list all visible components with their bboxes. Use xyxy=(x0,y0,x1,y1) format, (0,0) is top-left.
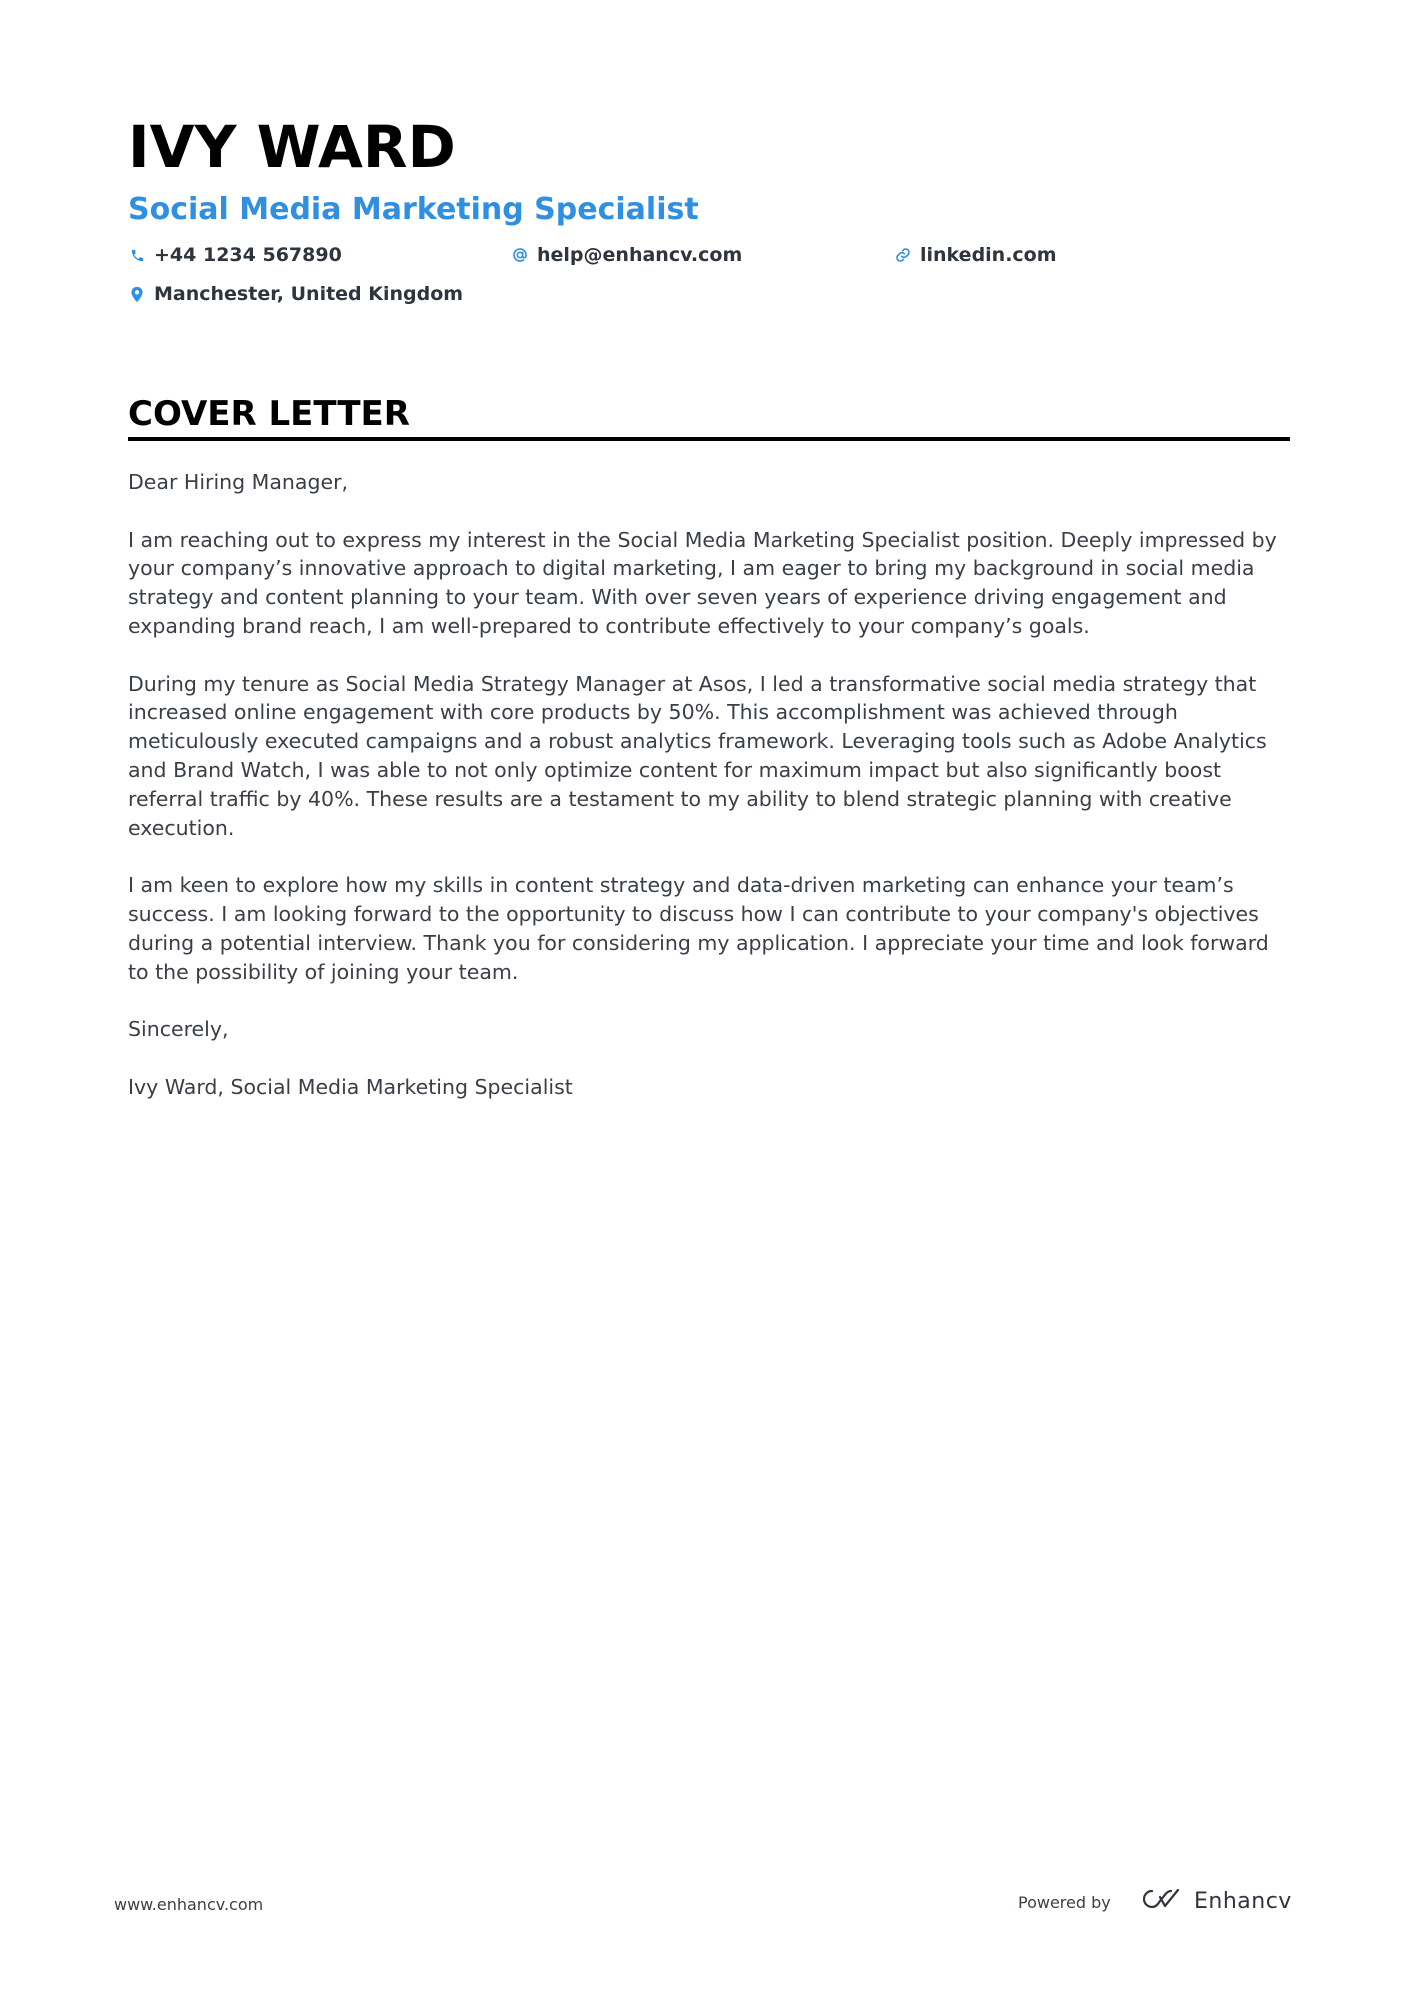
enhancv-logo-icon xyxy=(1138,1886,1186,1917)
letter-paragraph: During my tenure as Social Media Strategy Manager at Asos, I led a transformative social media strategy that increased online engagement with core products by 50%. This accomplishment was achieved through meticulously executed campaigns and a robust analytics framework. Leveraging tools such as Adobe Analytics and Brand Watch, I was able to not only optimize content for maximum impact but also significantly boost referral traffic by 40%. These results are a testament to my ability to blend strategic planning with creative execution. xyxy=(128,671,1267,840)
contact-phone[interactable] xyxy=(128,242,342,268)
link-icon xyxy=(894,246,912,264)
section-title: COVER LETTER xyxy=(128,394,410,434)
location-pin-icon xyxy=(128,285,146,303)
letter-body xyxy=(128,468,1290,1130)
letter-greeting: Dear Hiring Manager, xyxy=(128,470,349,494)
contact-location xyxy=(128,281,463,307)
candidate-job-title: Social Media Marketing Specialist xyxy=(128,192,699,227)
footer-powered-by: Powered by xyxy=(1018,1893,1111,1912)
letter-paragraph: I am keen to explore how my skills in content strategy and data-driven marketing can enhance your team’s success. I am looking forward to the opportunity to discuss how I can contribute to your company's objectives during a potential interview. Thank you for considering my application. I appreciate your time and look forward to the possibility of joining your team. xyxy=(128,873,1269,984)
contact-linkedin-text: linkedin.com xyxy=(920,244,1057,266)
candidate-name: IVY WARD xyxy=(128,113,456,181)
contact-email[interactable] xyxy=(511,242,742,268)
footer-url[interactable]: www.enhancv.com xyxy=(114,1895,264,1914)
phone-icon xyxy=(128,246,146,264)
letter-signature: Ivy Ward, Social Media Marketing Specialist xyxy=(128,1074,573,1099)
contact-location-text: Manchester, United Kingdom xyxy=(154,283,464,305)
footer-brand[interactable] xyxy=(1138,1886,1292,1917)
contact-linkedin[interactable] xyxy=(894,242,1057,268)
at-icon xyxy=(511,246,529,264)
section-divider xyxy=(128,437,1290,441)
contact-phone-text: +44 1234 567890 xyxy=(154,244,342,266)
letter-closing: Sincerely, xyxy=(128,1017,229,1042)
contact-email-text: help@enhancv.com xyxy=(537,244,743,266)
footer-brand-name: Enhancv xyxy=(1194,1888,1292,1914)
letter-paragraph: I am reaching out to express my interest in the Social Media Marketing Specialist position. Deeply impressed by your company’s innovative approach to digital marketing, I am eager to bring my background in social media strategy and content planning to your team. With over seven years of experience driving engagement and expanding brand reach, I am well-prepared to contribute effectively to your company’s goals. xyxy=(128,527,1277,638)
